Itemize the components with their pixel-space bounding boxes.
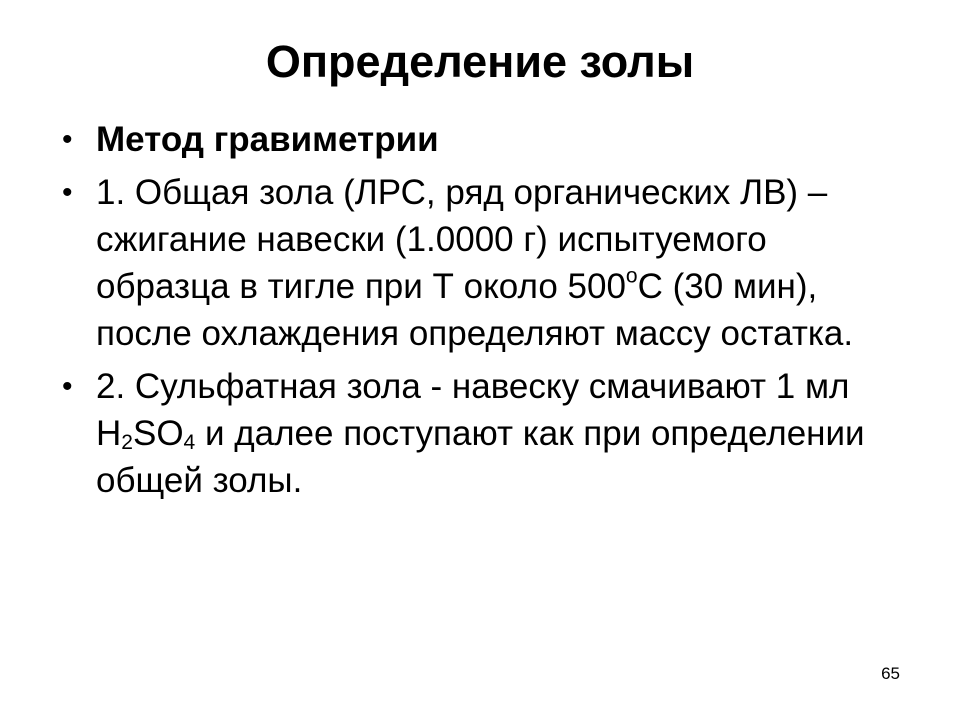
page-number: 65: [881, 664, 900, 683]
bullet-marker: •: [62, 370, 73, 403]
sulfate-ash-text-part-1: 2. Сульфатная зола - навеску смачивают 1 мл H: [96, 367, 850, 453]
degree-superscript: о: [625, 264, 638, 288]
sulfate-ash-text-part-2: SO: [132, 414, 184, 453]
bullet-item-method: [62, 116, 902, 163]
total-ash-text-part-1: 1. Общая зола (ЛРС, ряд органических ЛВ) – сжигание навески (1.0000 г) испытуемого образца в тигле при Т около 500: [96, 173, 828, 306]
bullet-text-method: Метод гравиметрии: [96, 120, 439, 159]
subscript-2: 2: [121, 431, 133, 455]
bullet-text-total-ash: [96, 169, 902, 357]
bullet-marker: •: [62, 176, 73, 209]
bullet-item-sulfate-ash: [62, 363, 902, 504]
sulfate-ash-text-part-3: и далее поступают как при определении общей золы.: [96, 414, 865, 500]
bullet-item-total-ash: [62, 169, 902, 357]
bullet-text-sulfate-ash: [96, 363, 902, 504]
bullet-list: [62, 116, 902, 510]
bullet-marker: •: [62, 123, 73, 156]
slide-title: Определение золы: [265, 36, 695, 87]
subscript-4: 4: [183, 431, 196, 455]
total-ash-text-part-2: С (30 мин), после охлаждения определяют массу остатка.: [96, 267, 854, 353]
